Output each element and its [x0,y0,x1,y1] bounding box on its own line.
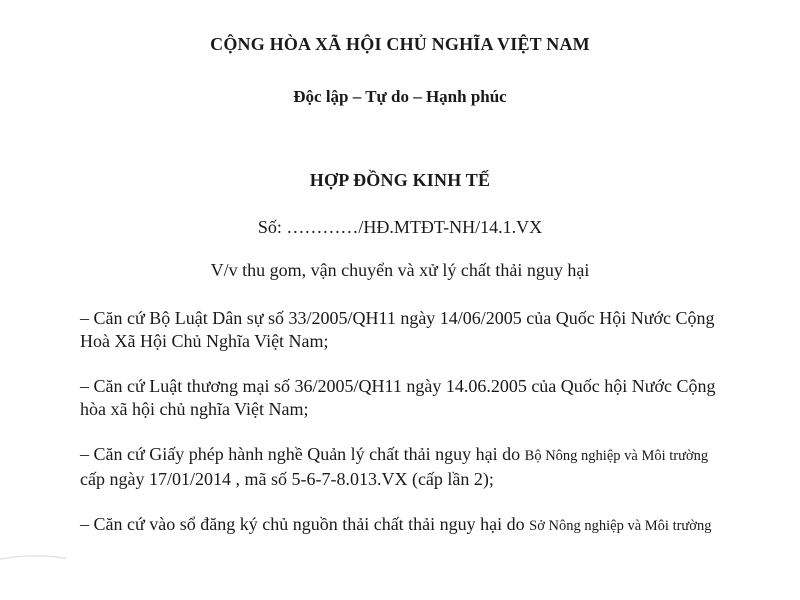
recital-paragraph [80,443,720,491]
page-curl-line [0,549,70,565]
recitals [80,307,720,538]
recital-paragraph [80,307,720,353]
document-content [0,33,800,538]
contract-title: HỢP ĐỒNG KINH TẾ [309,170,491,190]
national-title: CỘNG HÒA XÃ HỘI CHỦ NGHĨA VIỆT NAM [210,34,590,54]
recital-text-run: – Căn cứ Bộ Luật Dân sự số 33/2005/QH11 ngày 14/06/2005 của Quốc Hội Nước Cộng Hoà Xã Hội Chủ Nghĩa Việt Nam; [80,308,715,351]
recital-small-run: Bộ Nông nghiệp và Môi trường [524,448,709,464]
contract-subject-line: V/v thu gom, vận chuyển và xử lý chất thải nguy hại [210,260,590,280]
recital-text-run: – Căn cứ Luật thương mại số 36/2005/QH11 ngày 14.06.2005 của Quốc hội Nước Cộng hòa xã hội chủ nghĩa Việt Nam; [80,376,716,419]
recital-text-run: – Căn cứ vào sổ đăng ký chủ nguồn thải chất thải nguy hại do [80,514,530,534]
recital-text-run: cấp ngày 17/01/2014 , mã số 5-6-7-8.013.VX (cấp lần 2); [80,469,494,489]
national-motto: Độc lập – Tự do – Hạnh phúc [293,87,507,106]
recital-small-run: Sở Nông nghiệp và Môi trường [529,518,712,534]
recital-text-run: – Căn cứ Giấy phép hành nghề Quản lý chất thải nguy hại do [80,444,525,464]
recital-paragraph [80,375,720,421]
contract-number-line: Số: …………/HĐ.MTĐT-NH/14.1.VX [257,217,543,237]
recital-paragraph [80,513,720,538]
